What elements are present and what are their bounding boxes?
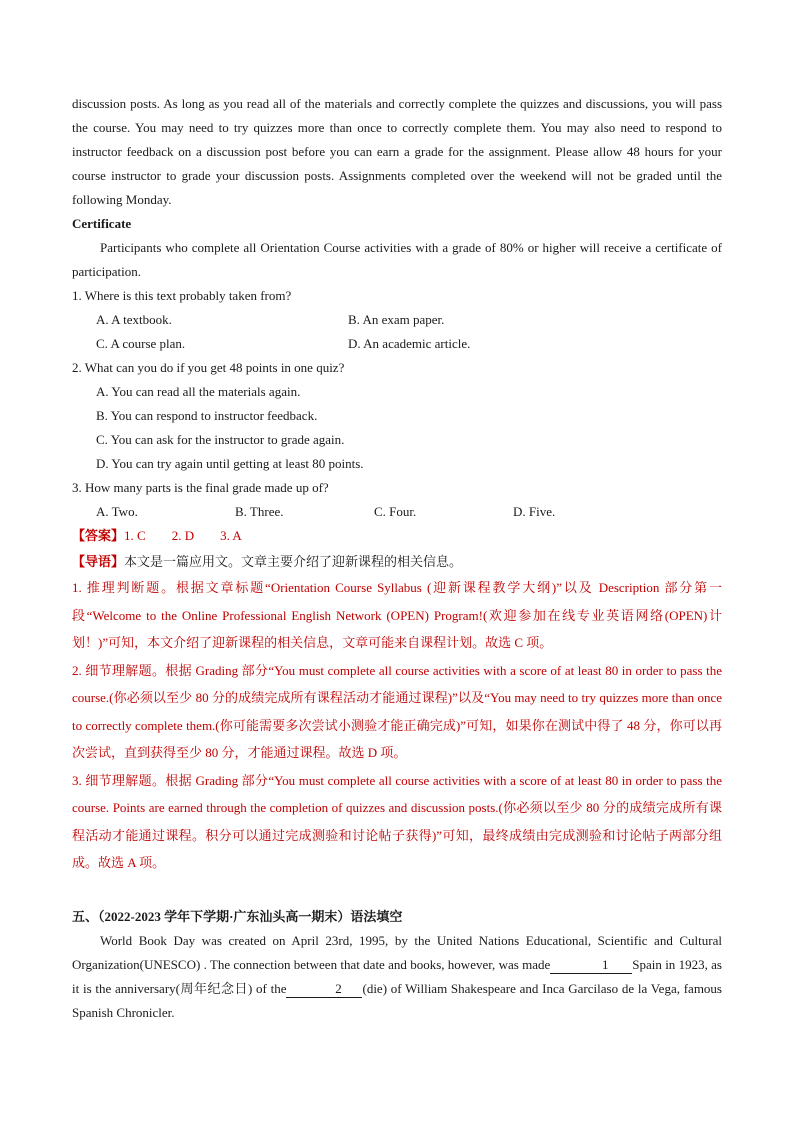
certificate-heading: Certificate bbox=[72, 216, 132, 231]
question-1-option-b: B. An exam paper. bbox=[348, 312, 445, 327]
question-3-option-c: C. Four. bbox=[374, 504, 417, 519]
question-3-stem: 3. How many parts is the final grade made up of? bbox=[72, 480, 329, 495]
section-5-text-2: Spain in 1923, as it is the anniversary(周年纪念日) of the bbox=[72, 956, 722, 996]
answer-line bbox=[72, 524, 722, 548]
certificate-paragraph: Participants who complete all Orientation Course activities with a grade of 80% or higher will receive a certificate of participation. bbox=[72, 240, 722, 279]
grading-paragraph-tail: discussion posts. As long as you read all of the materials and correctly complete the quizzes and discussions, you will pass the course. You may need to try quizzes more than once to correctly complete them. You may also need to respond to instructor feedback on a discussion post before you can earn a grade for the assignment. Please allow 48 hours for your course instructor to grade your discussion posts. Assignments completed over the weekend will not be graded until the following Monday. bbox=[72, 96, 722, 207]
answer-item-2: 2. D bbox=[171, 528, 195, 543]
answer-label: 【答案】 bbox=[72, 528, 125, 543]
explanation-1: 1. 推理判断题。根据文章标题“Orientation Course Syllabus (迎新课程教学大纲)”以及 Description 部分第一段“Welcome to the Online Professional English Network (OPEN) Program!(欢迎参加在线专业英语网络(OPEN)计划！)”可知，本文介绍了迎新课程的相关信息，文章可能来自课程计划。故选 C 项。 bbox=[72, 580, 722, 650]
question-3-option-a: A. Two. bbox=[96, 504, 138, 519]
answer-item-3: 3. A bbox=[220, 528, 242, 543]
guide-line bbox=[72, 550, 722, 574]
section-5-title: 五、（2022-2023 学年下学期·广东汕头高一期末）语法填空 bbox=[72, 908, 403, 924]
question-2-stem: 2. What can you do if you get 48 points in one quiz? bbox=[72, 360, 345, 375]
question-1-option-a: A. A textbook. bbox=[96, 312, 172, 327]
question-2-option-b: B. You can respond to instructor feedback. bbox=[96, 408, 318, 423]
section-5-text-3: (die) of William Shakespeare and Inca Garcilaso de la Vega, famous Spanish Chronicler. bbox=[72, 980, 722, 1020]
explanation-3: 3. 细节理解题。根据 Grading 部分“You must complete all course activities with a score of at least 80 in order to pass the course. Points are earned through the completion of quizzes and discussion posts.(你必须以至少 80 分的成绩完成所有课程活动才能通过课程。积分可以通过完成测验和讨论帖子获得)”可知，最终成绩由完成测验和讨论帖子两部分组成。故选 A 项。 bbox=[72, 772, 722, 870]
blank-2[interactable]: 2 bbox=[286, 981, 362, 998]
question-1-option-c: C. A course plan. bbox=[96, 336, 186, 351]
question-3-option-d: D. Five. bbox=[513, 504, 556, 519]
explanation-2: 2. 细节理解题。根据 Grading 部分“You must complete all course activities with a score of at least 80 in order to pass the course.(你必须以至少 80 分的成绩完成所有课程活动才能通过课程)”以及“You may need to try quizzes more than once to correctly complete them.(你可能需要多次尝试小测验才能正确完成)”可知，如果你在测试中得了 48 分，你可以再次尝试，直到获得至少 80 分，才能通过课程。故选 D 项。 bbox=[72, 662, 722, 760]
question-1-option-d: D. An academic article. bbox=[348, 336, 471, 351]
question-1-options-row-1 bbox=[72, 308, 722, 332]
question-2-option-a: A. You can read all the materials again. bbox=[96, 384, 301, 399]
section-5-paragraph bbox=[72, 929, 722, 1025]
page-content bbox=[72, 92, 722, 1025]
guide-text: 本文是一篇应用文。文章主要介绍了迎新课程的相关信息。 bbox=[124, 554, 463, 569]
question-3-options-row bbox=[72, 500, 722, 524]
answer-item-1: 1. C bbox=[124, 528, 146, 543]
section-5-text-1: World Book Day was created on April 23rd, 1995, by the United Nations Educational, Scientific and Cultural Organization(UNESCO) . The connection between that date and books, however, was made bbox=[72, 932, 722, 972]
guide-label: 【导语】 bbox=[72, 554, 125, 569]
blank-1[interactable]: 1 bbox=[550, 957, 632, 974]
question-3-option-b: B. Three. bbox=[235, 504, 284, 519]
question-1-options-row-2 bbox=[72, 332, 722, 356]
question-2-option-d: D. You can try again until getting at least 80 points. bbox=[96, 456, 364, 471]
question-1-stem: 1. Where is this text probably taken from? bbox=[72, 288, 292, 303]
question-2-option-c: C. You can ask for the instructor to grade again. bbox=[96, 432, 345, 447]
